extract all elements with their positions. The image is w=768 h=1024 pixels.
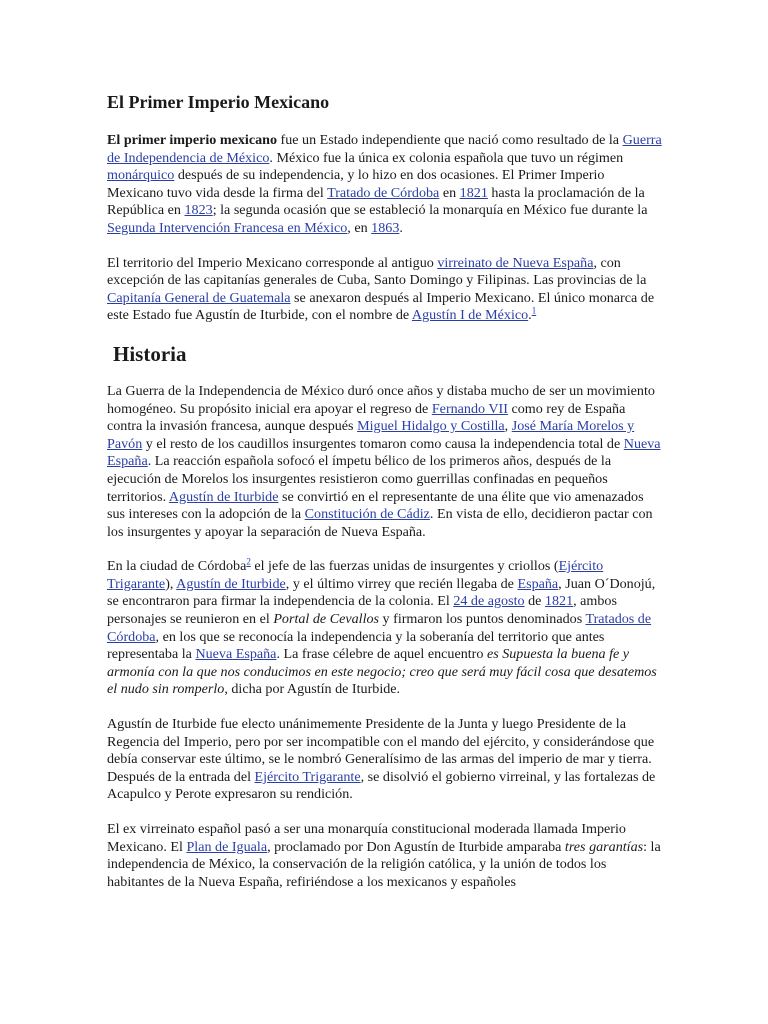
text-run: . La reacción española sofocó el ímpetu bélico de los primeros años, después de la ejecución de Morelos los insurgentes resistieron como guerrillas confinadas en pequeños territorios. [107,453,612,505]
text-run: , en [347,219,372,236]
inline-link[interactable]: Agustín I de México [411,307,529,324]
text-run: El ex virreinato español pasó a ser una monarquía constitucional moderada llamada Imperio Mexicano. El [107,821,626,855]
inline-link[interactable]: José María Morelos y Pavón [107,418,635,452]
inline-link[interactable]: Nueva España [195,646,277,663]
inline-link[interactable]: España [517,575,559,592]
paragraph [107,255,663,325]
text-run: se anexaron después al Imperio Mexicano. El único monarca de este Estado fue Agustín de Iturbide, con el nombre de [107,289,655,324]
inline-link[interactable]: 1821 [459,184,488,201]
text-run: , se disolvió el gobierno virreinal, y las fortalezas de Acapulco y Perote expresaron su rendición. [107,768,656,803]
inline-link[interactable]: Tratado de Córdoba [327,184,440,201]
text-run: el jefe de las fuerzas unidas de insurgentes y criollos ( [250,558,559,575]
inline-link[interactable]: monárquico [107,167,175,184]
inline-link[interactable]: Agustín de Iturbide [176,575,286,592]
text-run: , [504,418,512,435]
inline-link[interactable]: Plan de Iguala [186,838,268,855]
text-run: Agustín de Iturbide fue electo unánimemente Presidente de la Junta y luego Presidente de la Regencia del Imperio, pero por ser incompatible con el mando del ejército, y considerándose que debía conservar este último, se le nombró Generalísimo de las armas del imperio de mar y tierra. Después de la entrada del [107,716,655,785]
text-run: . En vista de ello, decidieron pactar con los insurgentes y apoyar la separación de Nueva España. [107,506,653,540]
page-title: El Primer Imperio Mexicano [107,92,330,112]
text-run: hasta la proclamación de la República en [107,184,645,219]
inline-link[interactable]: 1823 [184,202,213,219]
text-run: y el resto de los caudillos insurgentes tomaron como causa la independencia total de [142,435,624,452]
text-run: , proclamado por Don Agustín de Iturbide amparaba [267,838,565,855]
footnote-link[interactable]: 2 [246,556,251,567]
footnote-link[interactable]: 1 [531,305,537,316]
text-run: , con excepción de las capitanías generales de Cuba, Santo Domingo y Filipinas. Las provincias de la [107,254,647,289]
inline-link[interactable]: Ejército Trigarante [254,768,361,785]
text-run: de [524,593,545,610]
text-run: El territorio del Imperio Mexicano corresponde al antiguo [107,254,438,271]
inline-link[interactable]: Ejército Trigarante [107,558,604,592]
inline-link[interactable]: Guerra de Independencia de México [107,132,662,166]
text-run: En la ciudad de Córdoba [107,558,247,575]
inline-link[interactable]: Tratados de Córdoba [107,611,652,645]
paragraph [107,821,663,891]
text-run: , Juan O´Donojú, se encontraron para firmar la independencia de la colonia. El [107,575,656,610]
text-run: fue un Estado independiente que nació como resultado de la [277,132,623,148]
text-run: se convirtió en el representante de una élite que vio amenazados sus intereses con la adopción de la [107,488,644,523]
inline-link[interactable]: Nueva España [107,435,661,470]
inline-link[interactable]: 1863 [371,219,400,236]
section-heading-historia: Historia [113,341,187,366]
inline-link[interactable]: Segunda Intervención Francesa en México [107,219,348,236]
text-run: La Guerra de la Independencia de México duró once años y distaba mucho de ser un movimiento homogéneo. Su propósito inicial era apoyar el regreso de [107,382,655,417]
paragraph [107,132,663,238]
text-run: . La frase célebre de aquel encuentro [276,646,487,663]
text-run: , dicha por Agustín de Iturbide. [224,681,401,698]
inline-link[interactable]: Miguel Hidalgo y Costilla [357,418,505,435]
text-run: ; la segunda ocasión que se estableció la monarquía en México fue durante la [212,202,648,219]
text-run: , ambos personajes se reunieron en el [107,593,617,628]
inline-link[interactable]: Agustín de Iturbide [168,488,279,505]
italic-text: es Supuesta la buena fe y armonía con la que nos conducimos en este negocio; creo que será muy fácil cosa que desatemos el nudo sin romperlo [107,646,657,698]
text-run: . [528,307,532,324]
text-run: . México fue la única ex colonia española que tuvo un régimen [269,149,624,166]
text-run: , en los que se reconocía la independencia y la soberanía del territorio que antes representaba la [107,628,605,663]
italic-text: tres garantías [564,838,644,855]
text-run: en [439,184,460,201]
text-run: como rey de España contra la invasión francesa, aunque después [107,400,626,435]
article-body [107,132,663,891]
text-run: ), [165,575,177,592]
bold-text: El primer imperio mexicano [107,132,278,148]
inline-link[interactable]: 24 de agosto [453,593,525,610]
italic-text: Portal de Cevallos [273,611,380,628]
text-run: y firmaron los puntos denominados [379,611,586,628]
inline-link[interactable]: virreinato de Nueva España [437,254,594,271]
text-run: : la independencia de México, la conservación de la religión católica, y la unión de todos los habitantes de la Nueva España, refiriéndose a los mexicanos y españoles [107,838,661,890]
paragraph [107,716,663,804]
inline-link[interactable]: Fernando VII [431,400,508,417]
inline-link[interactable]: Capitanía General de Guatemala [107,289,291,306]
text-run: , y el último virrey que recién llegaba de [285,575,518,592]
paragraph [107,383,663,541]
paragraph [107,558,663,699]
inline-link[interactable]: Constitución de Cádiz [304,506,430,523]
text-run: . [399,219,403,236]
inline-link[interactable]: 1821 [544,593,574,610]
footnote-ref[interactable] [532,306,537,316]
text-run: después de su independencia, y lo hizo en dos ocasiones. El Primer Imperio Mexicano tuvo vida desde la firma del [107,167,605,201]
